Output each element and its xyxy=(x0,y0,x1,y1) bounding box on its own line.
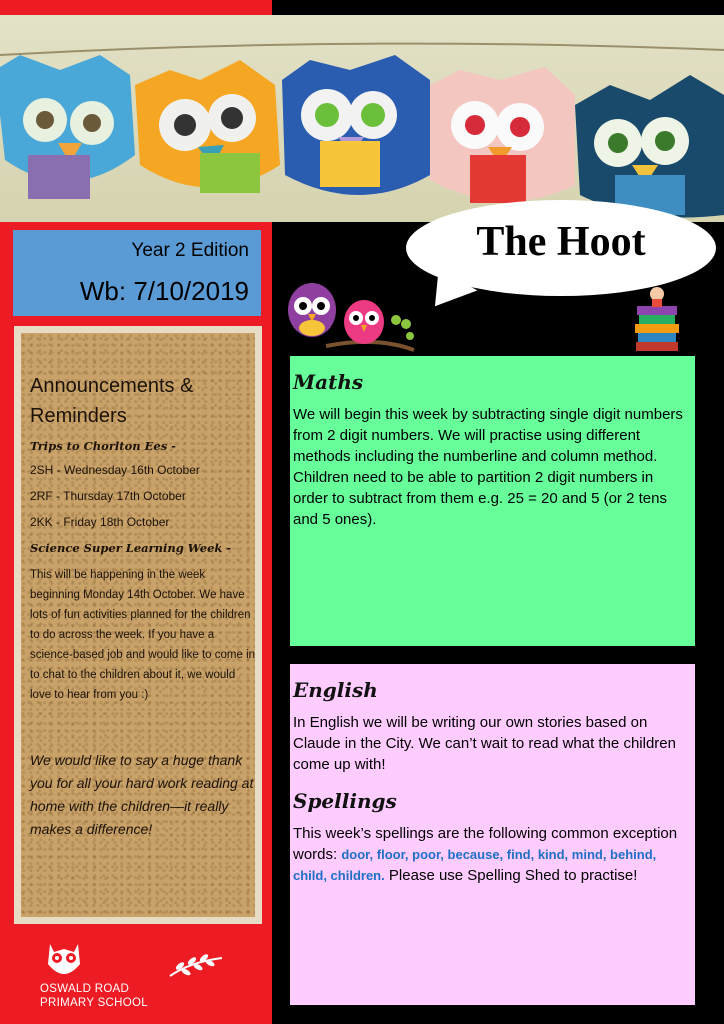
english-heading: English xyxy=(293,678,378,702)
owl-bunting-photo xyxy=(0,15,724,222)
thanks-message: We would like to say a huge thank you for all your hard work reading at home with the children—it really makes a difference! xyxy=(30,752,254,837)
spellings-outro: Please use Spelling Shed to practise! xyxy=(388,867,638,884)
school-name-line1: OSWALD ROAD xyxy=(40,983,130,995)
announcements-title: Announcements & Reminders xyxy=(30,375,194,427)
book-stack-icon xyxy=(632,282,682,354)
maths-heading: Maths xyxy=(293,370,364,394)
science-heading: Science Super Learning Week - xyxy=(30,541,232,555)
announcements-content xyxy=(30,371,258,841)
edition-box xyxy=(13,230,261,316)
year-edition-label: Year 2 Edition xyxy=(131,240,249,261)
trip-item: 2KK - Friday 18th October xyxy=(30,515,170,529)
week-beginning-label: Wb: 7/10/2019 xyxy=(79,276,249,306)
trip-item: 2RF - Thursday 17th October xyxy=(30,489,186,503)
announcements-board xyxy=(14,326,262,924)
owl-pair-icon xyxy=(286,280,418,354)
maths-text: We will begin this week by subtracting single digit numbers from 2 digit numbers. We will practise using different methods including the numberline and column method. Children need to be able to partition 2 digit numbers in order to subtract from them e.g. 25 = 20 and 5 (or 2 tens and 5 ones). xyxy=(293,406,683,528)
school-owl-logo xyxy=(40,940,230,984)
spellings-words: door, floor, poor, because, find, kind, mind, behind, child, children. xyxy=(293,847,657,883)
school-name-line2: PRIMARY SCHOOL xyxy=(40,997,148,1009)
english-text: In English we will be writing our own stories based on Claude in the City. We can’t wait to read what the children come up with! xyxy=(293,714,676,773)
spellings-heading: Spellings xyxy=(293,789,397,813)
english-panel xyxy=(290,664,695,1005)
spellings-intro: This week’s spellings are the following common exception words: xyxy=(293,825,678,863)
maths-panel xyxy=(290,356,695,646)
spellings-text xyxy=(293,823,692,886)
school-logo xyxy=(40,940,230,1010)
newsletter-title: The Hoot xyxy=(476,219,646,265)
science-text: This will be happening in the week beginning Monday 14th October. We have lots of fun activities planned for the children to do across the week. If you have a science-based job and would like to come in to chat to the children about it, we would love to hear from you :) xyxy=(30,569,256,701)
trip-item: 2SH - Wednesday 16th October xyxy=(30,463,200,477)
trips-heading: Trips to Chorlton Ees - xyxy=(30,439,176,453)
